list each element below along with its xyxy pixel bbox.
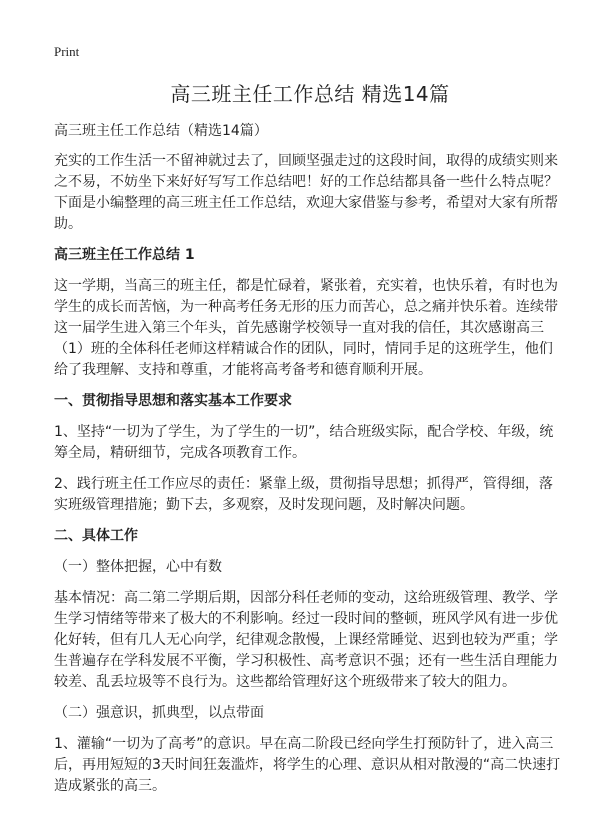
subtitle: 高三班主任工作总结（精选14篇） [54, 123, 268, 139]
paragraph: 基本情况：高二第二学期后期，因部分科任老师的变动，这给班级管理、教学、学生学习情绪等带来了极大的不利影响。经过一段时间的整顿，班风学风有进一步优化好转，但有几人无心向学，纪律观念散慢，上课经常睡觉、迟到也较为严重；学生普遍存在学科发展不平衡，学习积极性、高考意识不强；还有一些生活自理能力较差、乱丢垃圾等不良行为。这些都给管理好这个班级带来了较大的阻力。 [54, 590, 558, 690]
document-body [54, 151, 566, 797]
print-link[interactable]: Print [54, 44, 80, 59]
paragraph: 2、践行班主任工作应尽的责任：紧靠上级，贯彻指导思想；抓得严，管得细，落实班级管理措施；勤下去，多观察，及时发现问题，及时解决问题。 [54, 476, 553, 513]
paragraph: （二）强意识，抓典型，以点带面 [54, 705, 264, 721]
paragraph: 1、坚持“一切为了学生，为了学生的一切”，结合班级实际，配合学校、年级，统筹全局，精研细节，完成各项教育工作。 [54, 424, 554, 461]
section-heading: 二、具体工作 [54, 528, 138, 544]
paragraph: （一）整体把握，心中有数 [54, 559, 222, 575]
section-heading: 一、贯彻指导思想和落实基本工作要求 [54, 393, 292, 409]
page-title: 高三班主任工作总结 精选14篇 [170, 82, 450, 106]
section-heading: 高三班主任工作总结 1 [54, 247, 195, 263]
paragraph: 这一学期，当高三的班主任，都是忙碌着，紧张着，充实着，也快乐着，有时也为学生的成长而苦恼，为一种高考任务无形的压力而苦心，总之痛并快乐着。连续带这一届学生进入第三个年头，首先感谢学校领导一直对我的信任，其次感谢高三（1）班的全体科任老师这样精诚合作的团队，同时，情同手足的这班学生，他们给了我理解、支持和尊重，才能将高考备考和德育顺利开展。 [54, 278, 558, 378]
paragraph: 1、灌输“一切为了高考”的意识。早在高二阶段已经向学生打预防针了，进入高三后，再用短短的3天时间狂轰滥炸，将学生的心理、意识从相对散漫的“高二快速打造成紧张的高三。 [54, 736, 561, 794]
paragraph: 充实的工作生活一不留神就过去了，回顾坚强走过的这段时间，取得的成绩实则来之不易，不妨坐下来好好写写工作总结吧！好的工作总结都具备一些什么特点呢？下面是小编整理的高三班主任工作总结，欢迎大家借鉴与参考，希望对大家有所帮助。 [54, 153, 558, 232]
